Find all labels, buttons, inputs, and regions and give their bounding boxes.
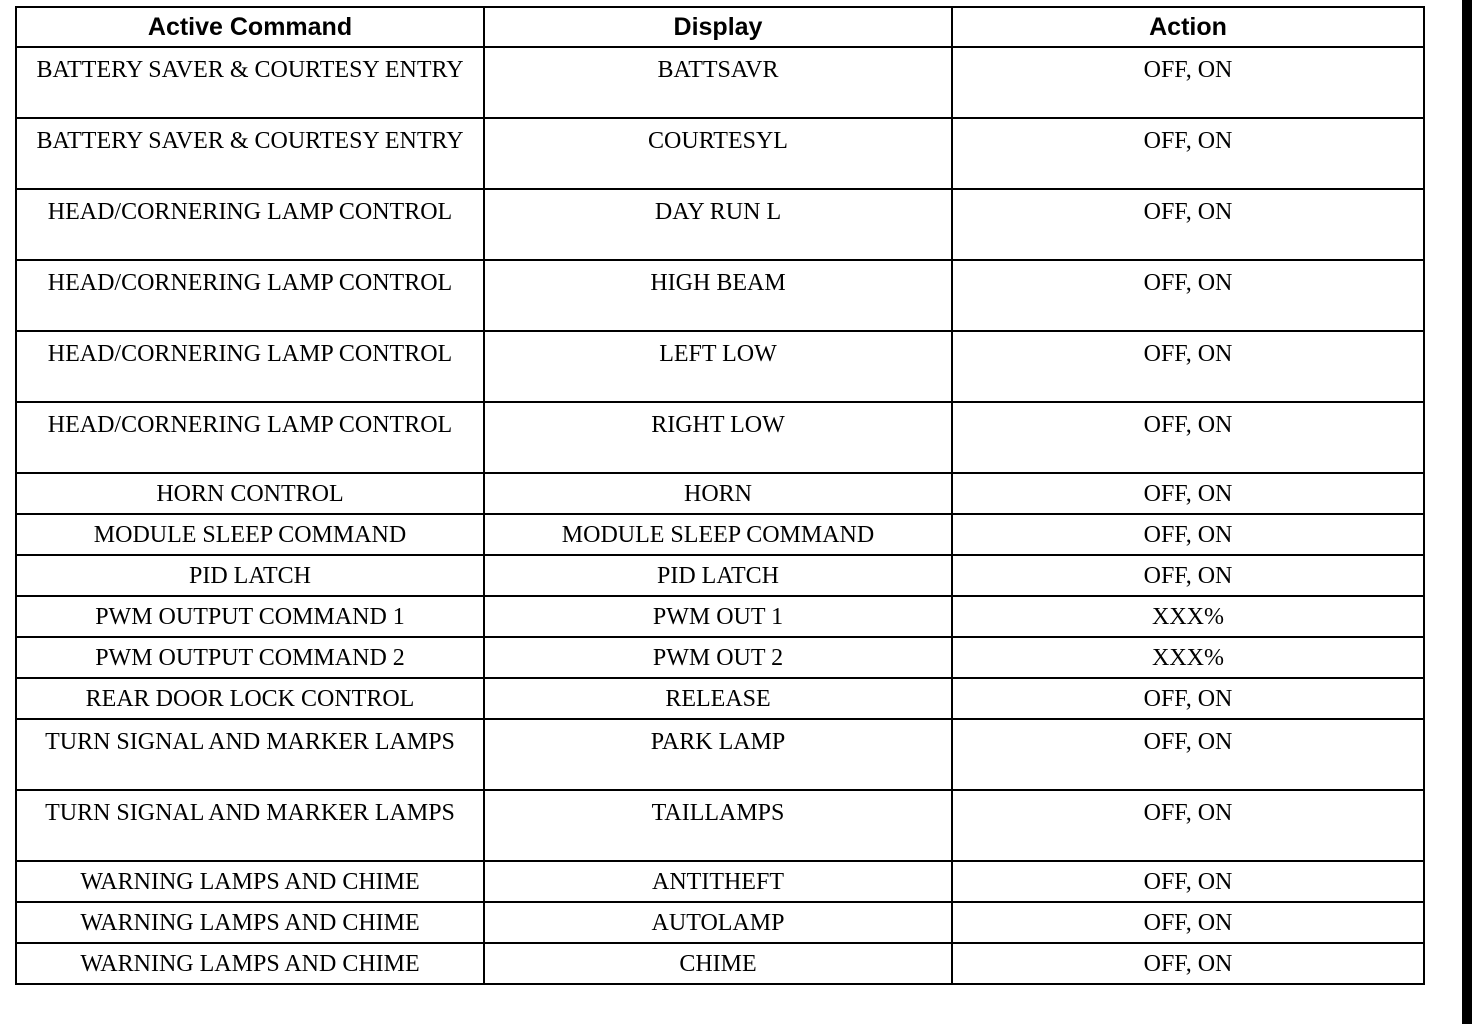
display-cell: HORN [484,473,952,514]
display-cell: AUTOLAMP [484,902,952,943]
action-cell: OFF, ON [952,514,1424,555]
table-row [16,637,1424,678]
command-cell: TURN SIGNAL AND MARKER LAMPS [16,790,484,861]
table-row [16,260,1424,331]
scan-edge-border [1462,0,1472,1024]
table-row [16,790,1424,861]
action-cell: OFF, ON [952,118,1424,189]
action-cell: XXX% [952,596,1424,637]
display-cell: CHIME [484,943,952,984]
action-cell: OFF, ON [952,260,1424,331]
display-cell: BATTSAVR [484,47,952,118]
command-cell: PWM OUTPUT COMMAND 1 [16,596,484,637]
table-row [16,596,1424,637]
table-row [16,47,1424,118]
command-cell: HEAD/CORNERING LAMP CONTROL [16,260,484,331]
table-row [16,678,1424,719]
command-cell: HEAD/CORNERING LAMP CONTROL [16,189,484,260]
display-cell: PWM OUT 2 [484,637,952,678]
action-cell: OFF, ON [952,902,1424,943]
command-cell: BATTERY SAVER & COURTESY ENTRY [16,118,484,189]
table-row [16,719,1424,790]
command-cell: HEAD/CORNERING LAMP CONTROL [16,331,484,402]
action-cell: OFF, ON [952,678,1424,719]
action-cell: XXX% [952,637,1424,678]
display-cell: HIGH BEAM [484,260,952,331]
display-cell: TAILLAMPS [484,790,952,861]
table-row [16,555,1424,596]
display-cell: PWM OUT 1 [484,596,952,637]
command-cell: HEAD/CORNERING LAMP CONTROL [16,402,484,473]
header-action: Action [952,7,1424,47]
display-cell: COURTESYL [484,118,952,189]
command-cell: WARNING LAMPS AND CHIME [16,861,484,902]
command-cell: HORN CONTROL [16,473,484,514]
table-row [16,943,1424,984]
active-command-table [15,6,1425,985]
command-cell: REAR DOOR LOCK CONTROL [16,678,484,719]
action-cell: OFF, ON [952,402,1424,473]
command-cell: WARNING LAMPS AND CHIME [16,943,484,984]
action-cell: OFF, ON [952,943,1424,984]
display-cell: DAY RUN L [484,189,952,260]
action-cell: OFF, ON [952,719,1424,790]
table-row [16,331,1424,402]
command-cell: MODULE SLEEP COMMAND [16,514,484,555]
command-cell: TURN SIGNAL AND MARKER LAMPS [16,719,484,790]
action-cell: OFF, ON [952,189,1424,260]
table-row [16,514,1424,555]
action-cell: OFF, ON [952,331,1424,402]
display-cell: LEFT LOW [484,331,952,402]
command-cell: BATTERY SAVER & COURTESY ENTRY [16,47,484,118]
header-active-command: Active Command [16,7,484,47]
action-cell: OFF, ON [952,555,1424,596]
action-cell: OFF, ON [952,473,1424,514]
display-cell: ANTITHEFT [484,861,952,902]
table-row [16,118,1424,189]
command-cell: PID LATCH [16,555,484,596]
display-cell: RIGHT LOW [484,402,952,473]
header-display: Display [484,7,952,47]
display-cell: PID LATCH [484,555,952,596]
table-row [16,861,1424,902]
display-cell: PARK LAMP [484,719,952,790]
table-row [16,902,1424,943]
command-cell: PWM OUTPUT COMMAND 2 [16,637,484,678]
display-cell: RELEASE [484,678,952,719]
table-row [16,189,1424,260]
command-cell: WARNING LAMPS AND CHIME [16,902,484,943]
action-cell: OFF, ON [952,47,1424,118]
table-row [16,402,1424,473]
display-cell: MODULE SLEEP COMMAND [484,514,952,555]
header-row [16,7,1424,47]
table-row [16,473,1424,514]
action-cell: OFF, ON [952,790,1424,861]
action-cell: OFF, ON [952,861,1424,902]
